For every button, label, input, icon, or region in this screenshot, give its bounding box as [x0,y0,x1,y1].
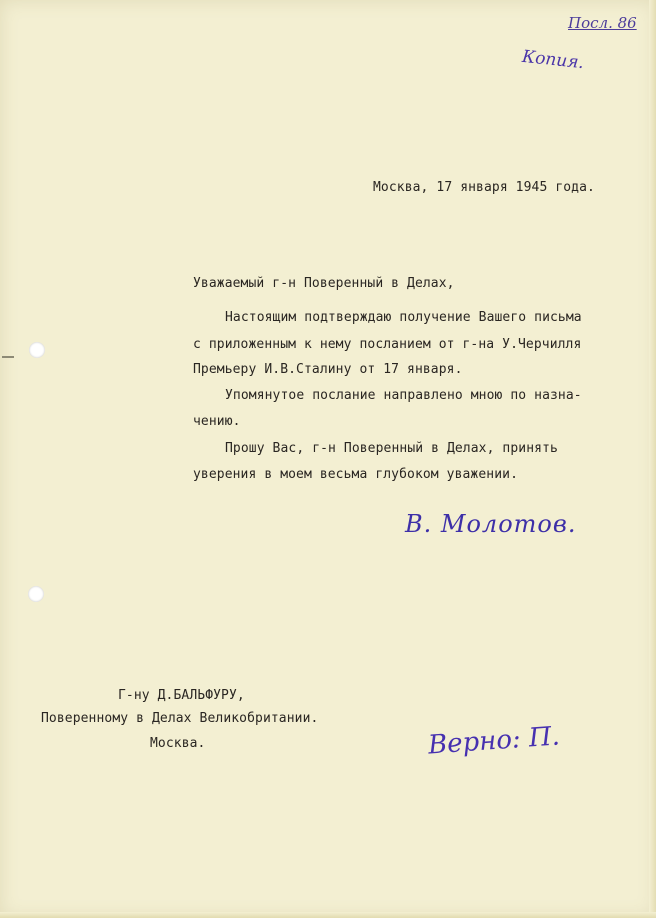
verification-mark: Верно: П. [427,721,561,761]
signature: В. Молотов. [405,510,577,538]
date-line: Москва, 17 января 1945 года. [373,180,595,195]
page-edge-right [649,0,656,918]
body-line: Прошу Вас, г-н Поверенный в Делах, принять [225,441,558,456]
body-line: Премьеру И.В.Сталину от 17 января. [193,362,463,377]
page-edge-bottom [0,912,656,918]
copy-stamp: Копия. [521,46,585,74]
body-line: чению. [193,414,241,429]
body-line: уверения в моем весьма глубоком уважении. [193,467,518,482]
body-line: Настоящим подтверждаю получение Вашего письма [225,310,582,325]
archive-reference: Посл. 86 [568,14,637,32]
address-line: Москва. [150,736,206,751]
punch-hole-top [29,342,45,358]
margin-mark [2,356,14,358]
address-line: Поверенному в Делах Великобритании. [41,711,319,726]
punch-hole-bottom [28,586,44,602]
salutation: Уважаемый г-н Поверенный в Делах, [193,276,455,291]
body-line: с приложенным к нему посланием от г-на У.Черчилля [193,337,582,352]
address-line: Г-ну Д.БАЛЬФУРУ, [118,688,245,703]
body-line: Упомянутое послание направлено мною по назна- [225,388,582,403]
